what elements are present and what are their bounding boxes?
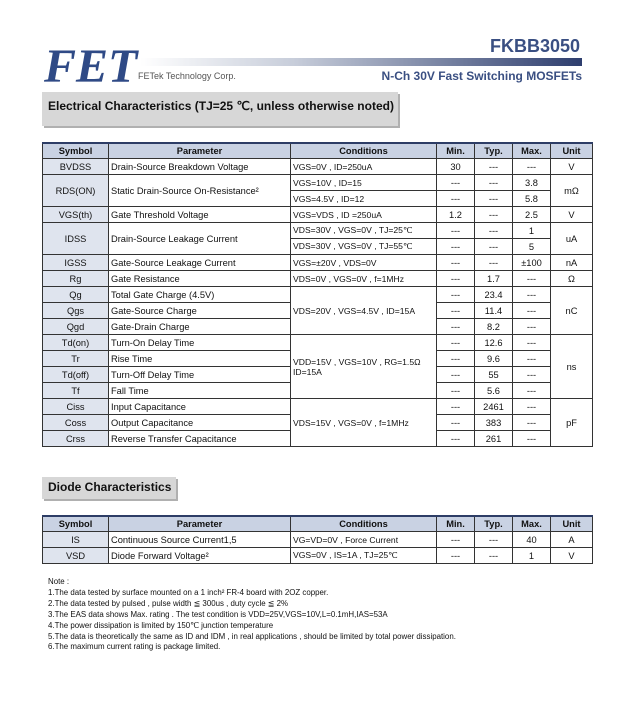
typ-cell: 1.7	[475, 271, 513, 287]
max-cell: ---	[513, 367, 551, 383]
parameter-cell: Gate-Source Leakage Current	[109, 255, 291, 271]
typ-cell: 9.6	[475, 351, 513, 367]
min-cell: ---	[437, 287, 475, 303]
typ-cell: ---	[475, 159, 513, 175]
note-item: 1.The data tested by surface mounted on a 1 inch² FR-4 board with 2OZ copper.	[48, 587, 329, 597]
col-unit: Unit	[551, 516, 593, 532]
min-cell: 30	[437, 159, 475, 175]
parameter-cell: Fall Time	[109, 383, 291, 399]
symbol-cell: Td(off)	[43, 367, 109, 383]
symbol-cell: Qgs	[43, 303, 109, 319]
conditions-cell: VGS=10V , ID=15	[291, 175, 437, 191]
parameter-cell: Turn-On Delay Time	[109, 335, 291, 351]
parameter-cell: Gate Threshold Voltage	[109, 207, 291, 223]
typ-cell: 2461	[475, 399, 513, 415]
col-unit: Unit	[551, 143, 593, 159]
col-parameter: Parameter	[109, 143, 291, 159]
conditions-cell: VGS=4.5V , ID=12	[291, 191, 437, 207]
symbol-cell: VGS(th)	[43, 207, 109, 223]
table-row	[43, 548, 593, 564]
max-cell: ---	[513, 159, 551, 175]
parameter-cell: Total Gate Charge (4.5V)	[109, 287, 291, 303]
conditions-line: ID=15A	[293, 366, 322, 377]
product-subtitle: N-Ch 30V Fast Switching MOSFETs	[381, 69, 582, 83]
conditions-line: VDD=15V , VGS=10V , RG=1.5Ω	[293, 356, 421, 367]
typ-cell: ---	[475, 548, 513, 564]
col-max: Max.	[513, 143, 551, 159]
col-max: Max.	[513, 516, 551, 532]
max-cell: 5.8	[513, 191, 551, 207]
unit-cell: nC	[551, 287, 593, 335]
max-cell: ---	[513, 303, 551, 319]
parameter-cell: Input Capacitance	[109, 399, 291, 415]
conditions-cell	[291, 335, 437, 399]
parameter-cell: Gate-Drain Charge	[109, 319, 291, 335]
unit-cell: nA	[551, 255, 593, 271]
electrical-table	[42, 142, 593, 447]
unit-cell: A	[551, 532, 593, 548]
conditions-cell: VGS=0V , ID=250uA	[291, 159, 437, 175]
col-min: Min.	[437, 516, 475, 532]
max-cell: ---	[513, 319, 551, 335]
max-cell: ---	[513, 335, 551, 351]
min-cell: ---	[437, 532, 475, 548]
conditions-cell: VDS=0V , VGS=0V , f=1MHz	[291, 271, 437, 287]
conditions-cell: VG=VD=0V , Force Current	[291, 532, 437, 548]
typ-cell: ---	[475, 191, 513, 207]
unit-cell: V	[551, 207, 593, 223]
symbol-cell: IDSS	[43, 223, 109, 255]
min-cell: ---	[437, 255, 475, 271]
min-cell: 1.2	[437, 207, 475, 223]
unit-cell: mΩ	[551, 175, 593, 207]
min-cell: ---	[437, 367, 475, 383]
parameter-cell: Output Capacitance	[109, 415, 291, 431]
unit-cell: uA	[551, 223, 593, 255]
conditions-cell: VGS=0V , IS=1A , TJ=25℃	[291, 548, 437, 564]
symbol-cell: Crss	[43, 431, 109, 447]
min-cell: ---	[437, 223, 475, 239]
symbol-cell: BVDSS	[43, 159, 109, 175]
min-cell: ---	[437, 431, 475, 447]
parameter-cell: Gate Resistance	[109, 271, 291, 287]
typ-cell: ---	[475, 223, 513, 239]
col-typ: Typ.	[475, 516, 513, 532]
min-cell: ---	[437, 271, 475, 287]
logo-lettering: FET	[44, 40, 138, 90]
max-cell: 40	[513, 532, 551, 548]
unit-cell: pF	[551, 399, 593, 447]
min-cell: ---	[437, 415, 475, 431]
max-cell: ±100	[513, 255, 551, 271]
max-cell: ---	[513, 287, 551, 303]
table-row	[43, 207, 593, 223]
typ-cell: 23.4	[475, 287, 513, 303]
max-cell: ---	[513, 383, 551, 399]
table-row	[43, 159, 593, 175]
parameter-cell: Static Drain-Source On-Resistance²	[109, 175, 291, 207]
parameter-cell: Continuous Source Current1,5	[109, 532, 291, 548]
max-cell: 2.5	[513, 207, 551, 223]
max-cell: ---	[513, 399, 551, 415]
symbol-cell: Tf	[43, 383, 109, 399]
table-row	[43, 335, 593, 351]
symbol-cell: Coss	[43, 415, 109, 431]
parameter-cell: Drain-Source Leakage Current	[109, 223, 291, 255]
min-cell: ---	[437, 399, 475, 415]
typ-cell: ---	[475, 239, 513, 255]
parameter-cell: Diode Forward Voltage²	[109, 548, 291, 564]
symbol-cell: Ciss	[43, 399, 109, 415]
note-item: 4.The power dissipation is limited by 150℃ junction temperature	[48, 620, 274, 630]
notes-block	[48, 577, 456, 653]
note-item: 5.The data is theoretically the same as ID and IDM , in real applications , should be limited by total power dissipation.	[48, 631, 456, 641]
table-row	[43, 223, 593, 239]
unit-cell: ns	[551, 335, 593, 399]
col-conditions: Conditions	[291, 516, 437, 532]
typ-cell: ---	[475, 207, 513, 223]
conditions-cell: VDS=15V , VGS=0V , f=1MHz	[291, 399, 437, 447]
min-cell: ---	[437, 175, 475, 191]
diode-section-title: Diode Characteristics	[42, 477, 176, 499]
symbol-cell: Qg	[43, 287, 109, 303]
unit-cell: V	[551, 159, 593, 175]
symbol-cell: Rg	[43, 271, 109, 287]
col-typ: Typ.	[475, 143, 513, 159]
conditions-cell: VDS=30V , VGS=0V , TJ=25℃	[291, 223, 437, 239]
unit-cell: Ω	[551, 271, 593, 287]
typ-cell: 11.4	[475, 303, 513, 319]
symbol-cell: Qgd	[43, 319, 109, 335]
typ-cell: 5.6	[475, 383, 513, 399]
symbol-cell: Td(on)	[43, 335, 109, 351]
conditions-cell: VGS=VDS , ID =250uA	[291, 207, 437, 223]
conditions-cell: VGS=±20V , VDS=0V	[291, 255, 437, 271]
col-conditions: Conditions	[291, 143, 437, 159]
table-row	[43, 271, 593, 287]
typ-cell: 261	[475, 431, 513, 447]
min-cell: ---	[437, 351, 475, 367]
typ-cell: ---	[475, 175, 513, 191]
part-number: FKBB3050	[489, 36, 580, 56]
note-item: 3.The EAS data shows Max. rating . The test condition is VDD=25V,VGS=10V,L=0.1mH,IAS=53A	[48, 609, 388, 619]
typ-cell: ---	[475, 532, 513, 548]
min-cell: ---	[437, 303, 475, 319]
typ-cell: 383	[475, 415, 513, 431]
note-item: 6.The maximum current rating is package limited.	[48, 642, 221, 652]
min-cell: ---	[437, 335, 475, 351]
min-cell: ---	[437, 383, 475, 399]
table-row	[43, 287, 593, 303]
parameter-cell: Turn-Off Delay Time	[109, 367, 291, 383]
typ-cell: 8.2	[475, 319, 513, 335]
typ-cell: 12.6	[475, 335, 513, 351]
parameter-cell: Rise Time	[109, 351, 291, 367]
symbol-cell: IS	[43, 532, 109, 548]
max-cell: 5	[513, 239, 551, 255]
table-row	[43, 399, 593, 415]
notes-title: Note :	[48, 577, 70, 586]
max-cell: ---	[513, 431, 551, 447]
max-cell: 3.8	[513, 175, 551, 191]
diode-table	[42, 515, 593, 564]
conditions-cell: VDS=30V , VGS=0V , TJ=55℃	[291, 239, 437, 255]
table-row	[43, 175, 593, 191]
min-cell: ---	[437, 319, 475, 335]
col-symbol: Symbol	[43, 143, 109, 159]
symbol-cell: VSD	[43, 548, 109, 564]
symbol-cell: RDS(ON)	[43, 175, 109, 207]
max-cell: ---	[513, 271, 551, 287]
parameter-cell: Reverse Transfer Capacitance	[109, 431, 291, 447]
max-cell: ---	[513, 415, 551, 431]
col-parameter: Parameter	[109, 516, 291, 532]
typ-cell: ---	[475, 255, 513, 271]
max-cell: ---	[513, 351, 551, 367]
table-row	[43, 532, 593, 548]
company-name: FETek Technology Corp.	[138, 71, 236, 81]
max-cell: 1	[513, 223, 551, 239]
parameter-cell: Drain-Source Breakdown Voltage	[109, 159, 291, 175]
electrical-section-title: Electrical Characteristics (TJ=25 ℃, unless otherwise noted)	[42, 92, 398, 126]
parameter-cell: Gate-Source Charge	[109, 303, 291, 319]
header-bar	[140, 58, 582, 66]
table-header	[43, 516, 593, 532]
conditions-cell: VDS=20V , VGS=4.5V , ID=15A	[291, 287, 437, 335]
note-item: 2.The data tested by pulsed , pulse width ≦ 300us , duty cycle ≦ 2%	[48, 598, 288, 608]
max-cell: 1	[513, 548, 551, 564]
symbol-cell: IGSS	[43, 255, 109, 271]
typ-cell: 55	[475, 367, 513, 383]
fetek-logo	[40, 38, 140, 90]
col-min: Min.	[437, 143, 475, 159]
min-cell: ---	[437, 239, 475, 255]
unit-cell: V	[551, 548, 593, 564]
min-cell: ---	[437, 548, 475, 564]
col-symbol: Symbol	[43, 516, 109, 532]
symbol-cell: Tr	[43, 351, 109, 367]
min-cell: ---	[437, 191, 475, 207]
table-header	[43, 143, 593, 159]
table-row	[43, 255, 593, 271]
